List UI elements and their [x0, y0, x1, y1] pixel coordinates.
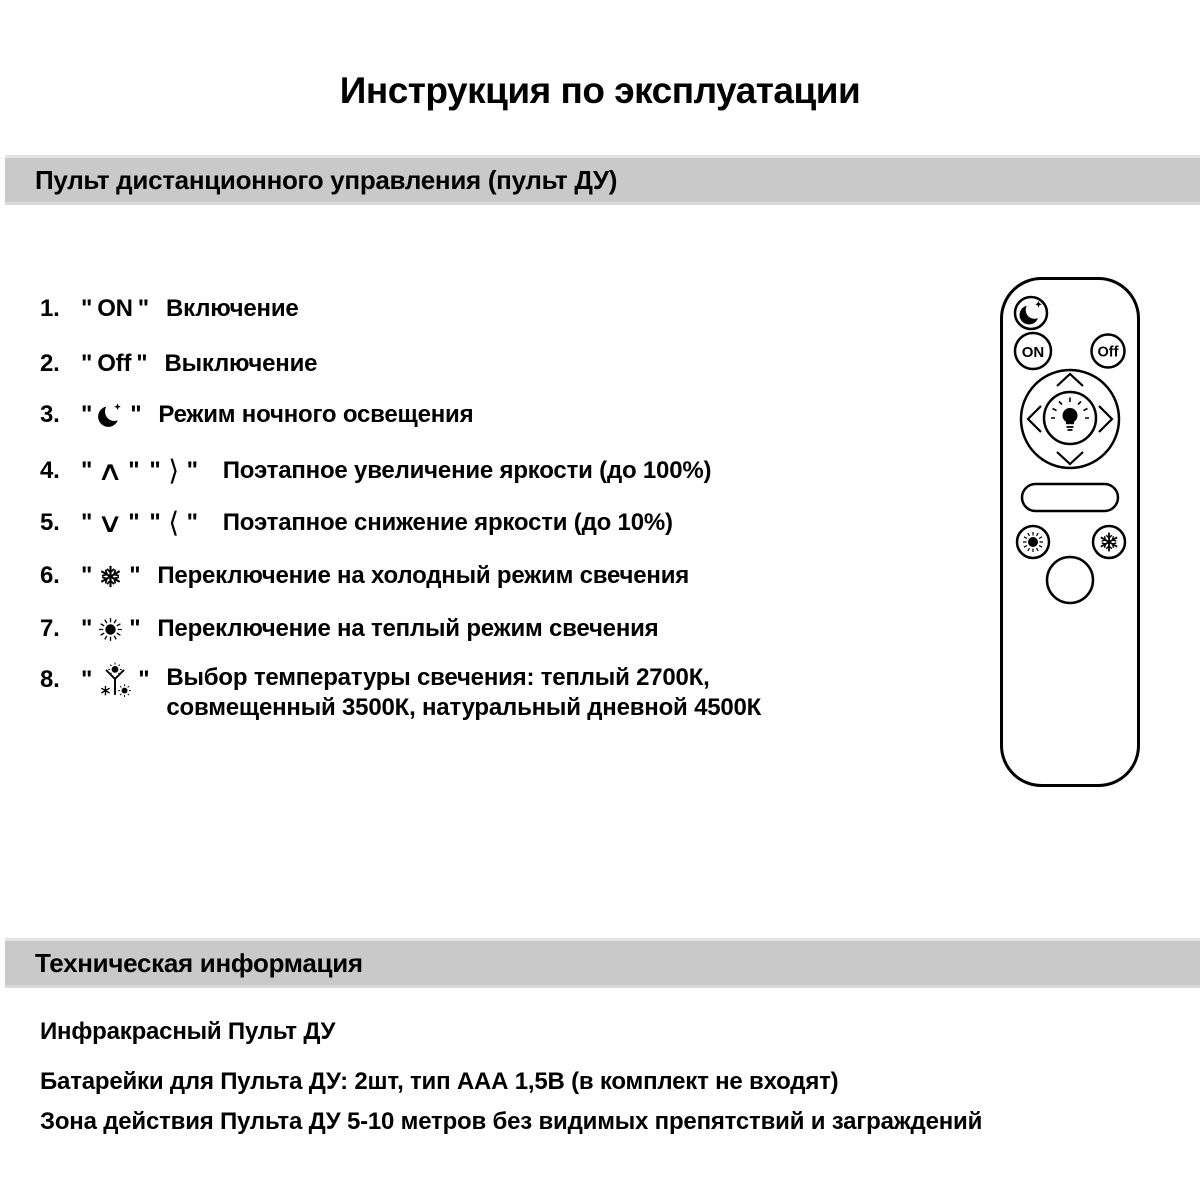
section-header-remote — [5, 155, 1200, 205]
page-title: Инструкция по эксплуатации — [339, 70, 861, 111]
quote-mark: " — [130, 401, 142, 428]
item-text: Поэтапное увеличение яркости (до 100%) — [222, 457, 712, 484]
quote-mark: " — [137, 295, 149, 322]
item-text: Переключение на теплый режим свечения — [157, 615, 659, 642]
quote-mark: " — [81, 665, 93, 693]
instruction-item-4 — [40, 455, 711, 487]
instruction-item-8 — [40, 663, 761, 723]
angle-left-icon: ⟨ — [168, 507, 179, 538]
tech-info-line: Батарейки для Пульта ДУ: 2шт, тип ААА 1,5В (в комплект не входят) — [40, 1068, 839, 1095]
quote-mark: " — [81, 401, 93, 428]
quote-mark: " — [129, 562, 141, 589]
quote-mark: " — [149, 509, 161, 536]
quote-mark: " — [81, 509, 93, 536]
item-text: Поэтапное снижение яркости (до 10%) — [222, 509, 673, 536]
item-number: 1. — [40, 295, 60, 322]
section-header-tech-label: Техническая информация — [35, 947, 363, 978]
remote-control-illustration — [1000, 277, 1140, 787]
item-text-line-1: Выбор температуры свечения: теплый 2700К, — [166, 664, 710, 691]
item-text: Переключение на холодный режим свечения — [157, 562, 690, 589]
item-text-line-2: совмещенный 3500К, натуральный дневной 4500К — [166, 694, 762, 721]
item-number: 3. — [40, 401, 60, 428]
quote-mark: " — [186, 509, 198, 536]
quote-mark: " — [136, 350, 148, 377]
quote-mark: " — [81, 457, 93, 484]
instruction-item-2 — [40, 348, 317, 380]
quote-mark: " — [81, 615, 93, 642]
svg-text:ON: ON — [1021, 344, 1045, 361]
item-text: Выключение — [164, 350, 318, 377]
color-temperature-icon — [97, 662, 133, 698]
item-number: 4. — [40, 457, 60, 484]
angle-right-icon: ⟩ — [168, 455, 179, 486]
quote-mark: " — [149, 457, 161, 484]
key-label-off: Off — [97, 350, 132, 377]
quote-mark: " — [186, 457, 198, 484]
quote-mark: " — [81, 562, 93, 589]
item-text: Включение — [165, 295, 299, 322]
section-header-remote-label: Пульт дистанционного управления (пульт ДУ) — [35, 164, 618, 195]
instruction-item-7 — [40, 613, 659, 645]
item-number: 2. — [40, 350, 60, 377]
item-number: 6. — [40, 562, 60, 589]
item-number: 5. — [40, 509, 60, 536]
quote-mark: " — [81, 350, 93, 377]
instruction-item-6 — [40, 560, 689, 592]
tech-info-line: Зона действия Пульта ДУ 5-10 метров без видимых препятствий и заграждений — [40, 1108, 983, 1135]
quote-mark: " — [138, 665, 150, 693]
tech-info-line: Инфракрасный Пульт ДУ — [40, 1018, 336, 1045]
item-text: Режим ночного освещения — [158, 401, 474, 428]
item-number: 8. — [40, 665, 60, 693]
svg-text:Off: Off — [1097, 344, 1119, 361]
item-number: 7. — [40, 615, 60, 642]
quote-mark: " — [81, 295, 93, 322]
section-header-tech — [5, 938, 1200, 988]
snowflake-icon — [97, 563, 124, 590]
sun-icon — [97, 616, 124, 643]
quote-mark: " — [128, 457, 140, 484]
night-mode-icon — [97, 401, 125, 429]
key-label-on: ON — [97, 295, 133, 322]
chevron-up-icon: ∧ — [96, 455, 124, 486]
quote-mark: " — [129, 615, 141, 642]
quote-mark: " — [128, 509, 140, 536]
instruction-item-1 — [40, 293, 299, 325]
chevron-down-icon: ∨ — [96, 507, 124, 538]
instruction-item-3 — [40, 399, 473, 431]
instruction-item-5 — [40, 507, 673, 539]
